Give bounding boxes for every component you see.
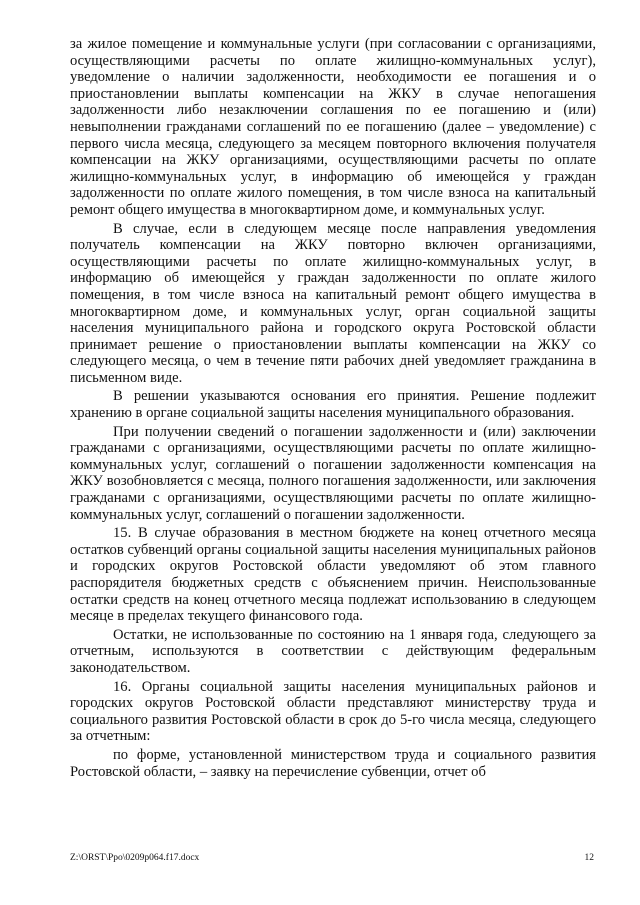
paragraph: В случае, если в следующем месяце после направления уведомления получатель компенсации на ЖКУ повторно включен организациями, осуществляющими расчеты по оплате жилищно-коммунальных услуг, в информацию об имеющейся у граждан задолженности по оплате жилого помещения, в том числе взноса на капитальный ремонт общего имущества в многоквартирном доме, и коммунальных услуг, орган социальной защиты населения муниципального района и городского округа Ростовской области принимает решение о приостановлении выплаты компенсации на ЖКУ со следующего месяца, о чем в течение пяти рабочих дней уведомляет гражданина в письменном виде. [70,220,596,386]
paragraph: Остатки, не использованные по состоянию на 1 января года, следующего за отчетным, используются в соответствии с действующим федеральным законодательством. [70,626,596,676]
document-body [70,36,596,782]
paragraph: по форме, установленной министерством труда и социального развития Ростовской области, – заявку на перечисление субвенции, отчет об [70,746,596,780]
paragraph: В решении указываются основания его принятия. Решение подлежит хранению в органе социальной защиты населения муниципального образования. [70,388,596,422]
paragraph: При получении сведений о погашении задолженности и (или) заключении гражданами с организациями, осуществляющими расчеты по оплате жилищно-коммунальных услуг, соглашений о погашении задолженности компенсация на ЖКУ возобновляется с месяца, полного погашения задолженности, или заключения гражданами с организациями, осуществляющими расчеты по оплате жилищно-коммунальных услуг, соглашений о погашении задолженности. [70,423,596,523]
paragraph-item-16: 16. Органы социальной защиты населения муниципальных районов и городских округов Ростовской области представляют министерству труда и социального развития Ростовской области в срок до 5-го числа месяца, следующего за отчетным: [70,678,596,745]
page-number: 12 [584,853,594,863]
paragraph-continuation: за жилое помещение и коммунальные услуги (при согласовании с организациями, осуществляющими расчеты по оплате жилищно-коммунальных услуг), уведомление о наличии задолженности, необходимости ее погашения и о приостановлении выплаты компенсации на ЖКУ в случае непогашения задолженности либо незаключении соглашения по ее погашению и (или) невыполнении гражданами соглашений по ее погашению (далее – уведомление) с первого числа месяца, следующего за месяцем повторного включения получателя компенсации на ЖКУ организациями, осуществляющими расчеты по оплате жилищно-коммунальных услуг, в информацию об имеющейся у граждан задолженности по оплате жилого помещения, в том числе взноса на капитальный ремонт общего имущества в многоквартирном доме, и коммунальных услуг. [70,36,596,218]
footer-file-path: Z:\ORST\Ppo\0209p064.f17.docx [70,853,200,863]
paragraph-item-15: 15. В случае образования в местном бюджете на конец отчетного месяца остатков субвенций органы социальной защиты населения муниципальных районов и городских округов Ростовской области уведомляют об этом главного распорядителя бюджетных средств с объяснением причин. Неиспользованные остатки средств на конец отчетного месяца подлежат использованию в следующем месяце в пределах текущего финансового года. [70,525,596,625]
